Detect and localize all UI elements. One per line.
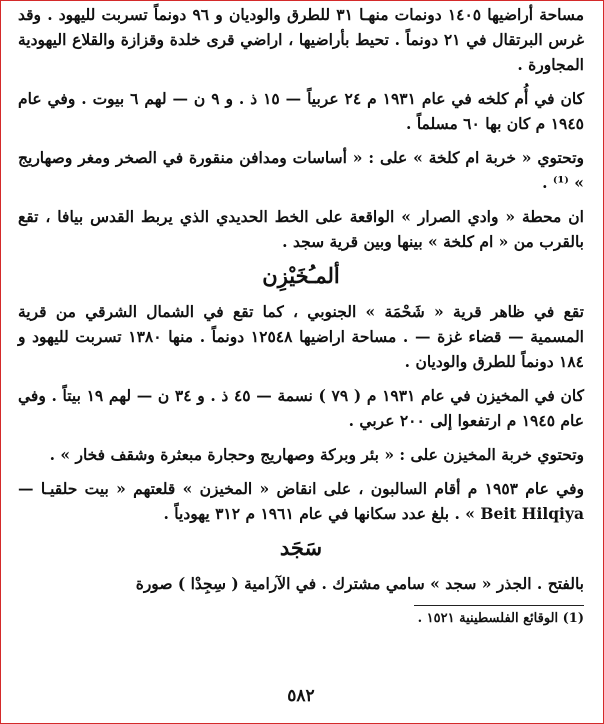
paragraph-population: كان في أُم كلخه في عام ١٩٣١ م ٢٤ عربياً — ١٥ ذ . و ٩ ن — لهم ٦ بيوت . وفي عام ١٩٤٥ م كان بها ٦٠ مسلماً . [18,89,584,133]
beit-text-after: » . بلغ عدد سكانها في عام ١٩٦١ م ٣١٢ يهودياً . [163,504,481,523]
paragraph-makhaizin-ruins: وتحتوي خربة المخيزن على : « بئر وبركة وصهاريج وحجارة مبعثرة وشقف فخار » . [49,445,584,464]
paragraph-area: مساحة أراضيها ١٤٠٥ دونمات منهـا ٣١ للطرق والوديان و ٩٦ دونماً تسربت لليهود . وقد غرس البرتقال في ٢١ دونماً . تحيط بأراضيها ، اراضي قرى خلدة وقزازة والقلاع اليهودية المجاورة . [18,5,585,74]
section-heading-sajad: سَجَد [279,535,323,560]
book-page [18,2,584,720]
page-number: ٥٨٢ [287,686,315,706]
section-heading-makhaizin: ألمـُخَيْزِن [262,263,340,288]
footnote-divider [414,605,584,606]
footnote: (1) الوقائع الفلسطينية ١٥٢١ . [417,611,584,626]
beit-latin-name: Beit Hilqiya [480,504,584,523]
paragraph-makhaizin-population: كان في المخيزن في عام ١٩٣١ م ( ٧٩ ) نسمة — ٤٥ ذ . و ٣٤ ن — لهم ١٩ بيتاً . وفي عام ١٩٤٥ م ارتفعوا إلى ٢٠٠ عربي . [18,386,584,430]
paragraph-ruins: وتحتوي « خربة ام كلخة » على : « أساسات ومدافن منقورة في الصخر ومغر وصهاريج » ⁽¹⁾ . [18,148,584,192]
paragraph-sajad: بالفتح . الجذر « سجد » سامي مشترك . في الآرامية ( سِجِدْا ) صورة [135,574,584,593]
paragraph-station: ان محطة « وادي الصرار » الواقعة على الخط الحديدي الذي يربط القدس بيافا ، تقع بالقرب من « ام كلخة » بينها وبين قرية سجد . [18,207,584,251]
beit-text-before: وفي عام ١٩٥٣ م أقام السالبون ، على انقاض « المخيزن » قلعتهم « بيت حلقيـا — [18,479,584,498]
paragraph-makhaizin-location: تقع في ظاهر قرية « شَحْمَة » الجنوبي ، كما تقع في الشمال الشرقي من قرية المسمية — قضاء غزة — . مساحة اراضيها ١٢٥٤٨ دونماً . منها ١٣٨٠ تسربت لليهود و ١٨٤ دونماً للطرق والوديان . [18,302,584,371]
paragraph-beit-hilqiya [18,476,584,526]
